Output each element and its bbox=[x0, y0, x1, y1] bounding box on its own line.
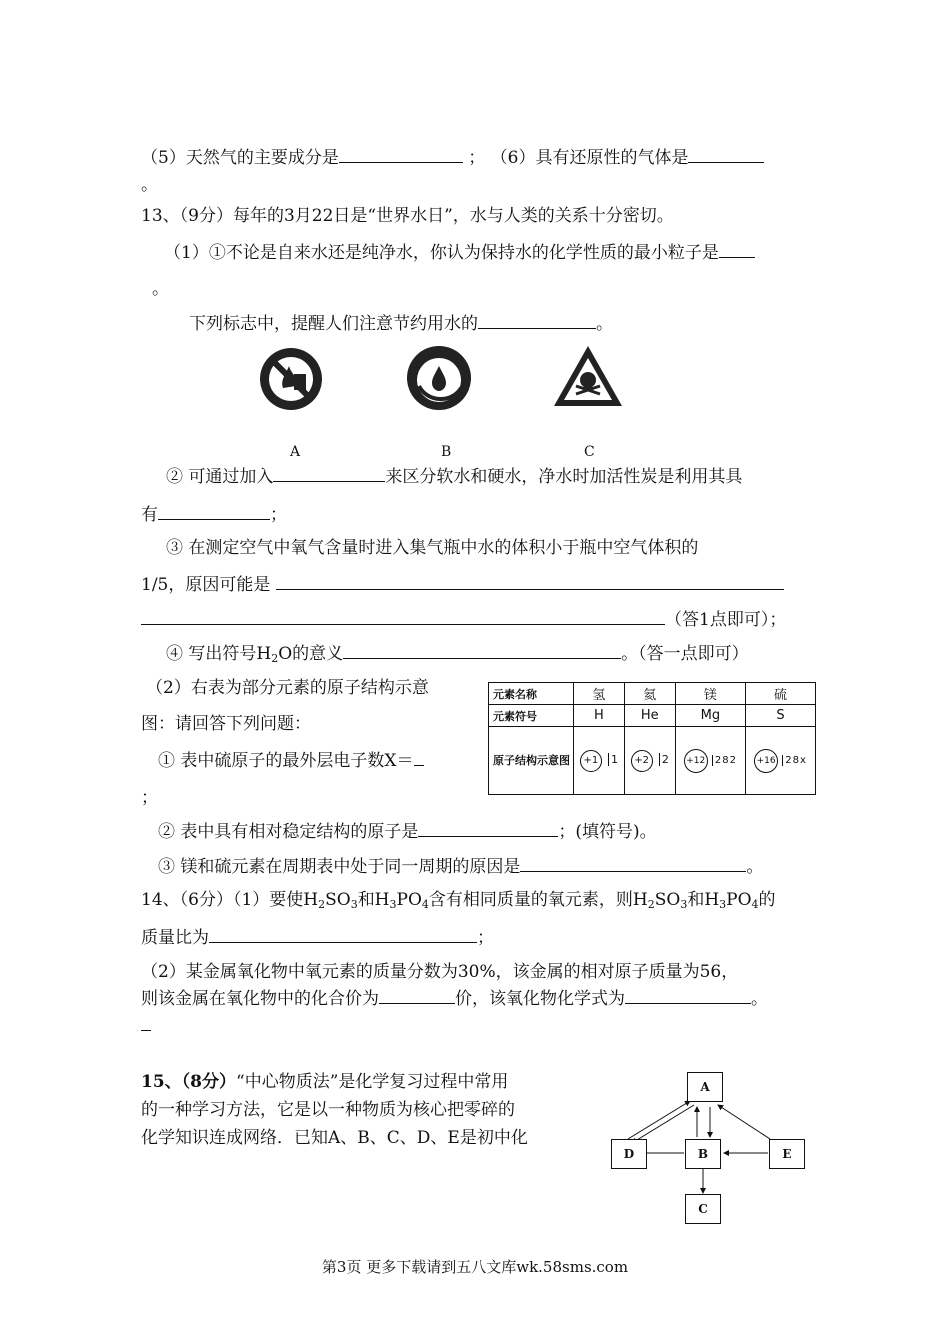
shell-he: 2 bbox=[659, 753, 669, 766]
q14-line-4: 则该金属在氧化物中的化合价为 价，该氧化物化学式为 。 bbox=[141, 989, 768, 1009]
element-name: 镁 bbox=[675, 683, 745, 705]
q15-line-3: 化学知识连成网络．已知A、B、C、D、E是初中化 bbox=[141, 1128, 528, 1148]
no-fire-icon bbox=[256, 344, 326, 414]
q13-p1-3c: （答1点即可）； bbox=[141, 608, 786, 631]
shell-s: 28x bbox=[782, 755, 807, 766]
answer-blank-stable[interactable] bbox=[418, 820, 558, 837]
q13-p2-1-end: ； bbox=[141, 788, 158, 808]
stray-underline bbox=[141, 1030, 151, 1031]
answer-blank-6[interactable] bbox=[688, 146, 764, 163]
element-name: 硫 bbox=[746, 683, 816, 705]
table-header-symbol: 元素符号 bbox=[489, 705, 574, 727]
nucleus-s: +16 bbox=[754, 749, 778, 773]
answer-blank-reason-2[interactable] bbox=[141, 608, 665, 625]
q13-p1-3b: 1/5，原因可能是 bbox=[141, 573, 784, 596]
table-header-diagram: 原子结构示意图 bbox=[489, 727, 574, 795]
answer-blank-sign[interactable] bbox=[478, 312, 596, 329]
q13-p2a: （2）右表为部分元素的原子结构示意 bbox=[146, 678, 429, 698]
answer-blank-valence[interactable] bbox=[379, 987, 455, 1004]
answer-blank-period[interactable] bbox=[520, 855, 746, 872]
q13-title: 13、（9分）每年的3月22日是“世界水日”，水与人类的关系十分密切。 bbox=[141, 206, 674, 226]
q13-p1-1-end: 。 bbox=[152, 279, 169, 299]
shell-h: 1 bbox=[608, 753, 618, 766]
q13-p1-1: （1）①不论是自来水还是纯净水，你认为保持水的化学性质的最小粒子是 bbox=[164, 241, 755, 264]
sign-label-a: A bbox=[290, 444, 301, 460]
sign-label-b: B bbox=[441, 444, 452, 460]
q12-line: （5）天然气的主要成分是 ； （6）具有还原性的气体是 bbox=[141, 146, 764, 169]
atom-diagram-s bbox=[746, 727, 816, 795]
answer-blank-mass-ratio[interactable] bbox=[209, 926, 477, 943]
atom-diagram-h bbox=[574, 727, 625, 795]
diagram-node-d: D bbox=[611, 1139, 647, 1169]
diagram-node-c: C bbox=[685, 1194, 721, 1224]
answer-blank-5[interactable] bbox=[339, 146, 463, 163]
answer-blank-reagent[interactable] bbox=[273, 465, 385, 482]
q14-line-1: 14、（6分）（1）要使$H_2SO_3$和$H_3PO_4$含有相同质量的氧元素，则$H_2SO_3$和$H_3PO_4$的 bbox=[141, 890, 776, 911]
q14-line-2: 质量比为 ； bbox=[141, 928, 494, 948]
element-name: 氦 bbox=[624, 683, 675, 705]
q13-p1-4: ④ 写出符号$H_2O$的意义 。（答一点即可） bbox=[166, 644, 749, 665]
atom-diagram-mg bbox=[675, 727, 745, 795]
q13-p1-3a: ③ 在测定空气中氧气含量时进入集气瓶中水的体积小于瓶中空气体积的 bbox=[166, 538, 699, 558]
q12-end: 。 bbox=[141, 175, 158, 195]
q14-line-3: （2）某金属氧化物中氧元素的质量分数为30%，该金属的相对原子质量为56， bbox=[141, 962, 739, 982]
nucleus-h: +1 bbox=[580, 750, 602, 772]
q13-p1-2: ② 可通过加入 来区分软水和硬水，净水时加活性炭是利用其具 bbox=[166, 467, 743, 487]
q13-p2-1: ① 表中硫原子的最外层电子数X＝ bbox=[158, 749, 424, 772]
q13-p1-2c: 有 ； bbox=[141, 505, 287, 525]
answer-blank-smallest-particle[interactable] bbox=[719, 241, 755, 258]
q13-p2-2: ② 表中具有相对稳定结构的原子是 ；(填符号)。 bbox=[158, 822, 657, 842]
element-symbol: H bbox=[574, 705, 625, 727]
q15-line-2: 的一种学习方法，它是以一种物质为核心把零碎的 bbox=[141, 1100, 515, 1120]
sign-label-c: C bbox=[584, 444, 595, 460]
answer-blank-meaning[interactable] bbox=[343, 642, 621, 659]
element-symbol: Mg bbox=[675, 705, 745, 727]
element-name: 氢 bbox=[574, 683, 625, 705]
water-saving-icon bbox=[403, 342, 475, 414]
atom-diagram-he bbox=[624, 727, 675, 795]
table-header-name: 元素名称 bbox=[489, 683, 574, 705]
element-table bbox=[488, 682, 816, 795]
q13-p2b: 图：请回答下列问题： bbox=[141, 714, 311, 734]
element-symbol: S bbox=[746, 705, 816, 727]
q13-signs-prompt: 下列标志中，提醒人们注意节约用水的 。 bbox=[189, 314, 613, 334]
diagram-node-e: E bbox=[769, 1139, 805, 1169]
element-symbol: He bbox=[624, 705, 675, 727]
page-footer: 第3页 更多下载请到五八文库wk.58sms.com bbox=[321, 1258, 629, 1276]
toxic-warning-icon bbox=[550, 342, 626, 412]
nucleus-he: +2 bbox=[631, 750, 653, 772]
q13-p2-3: ③ 镁和硫元素在周期表中处于同一周期的原因是 。 bbox=[158, 857, 764, 877]
q15-line-1: 15、（8分）“中心物质法”是化学复习过程中常用 bbox=[141, 1072, 509, 1092]
diagram-node-a: A bbox=[687, 1072, 723, 1102]
answer-blank-carbon[interactable] bbox=[158, 503, 270, 520]
answer-blank-reason-1[interactable] bbox=[276, 573, 784, 590]
shell-mg: 282 bbox=[712, 755, 737, 766]
diagram-node-b: B bbox=[685, 1139, 721, 1169]
answer-blank-formula[interactable] bbox=[625, 987, 751, 1004]
nucleus-mg: +12 bbox=[684, 749, 708, 773]
answer-blank-x[interactable] bbox=[414, 749, 424, 766]
